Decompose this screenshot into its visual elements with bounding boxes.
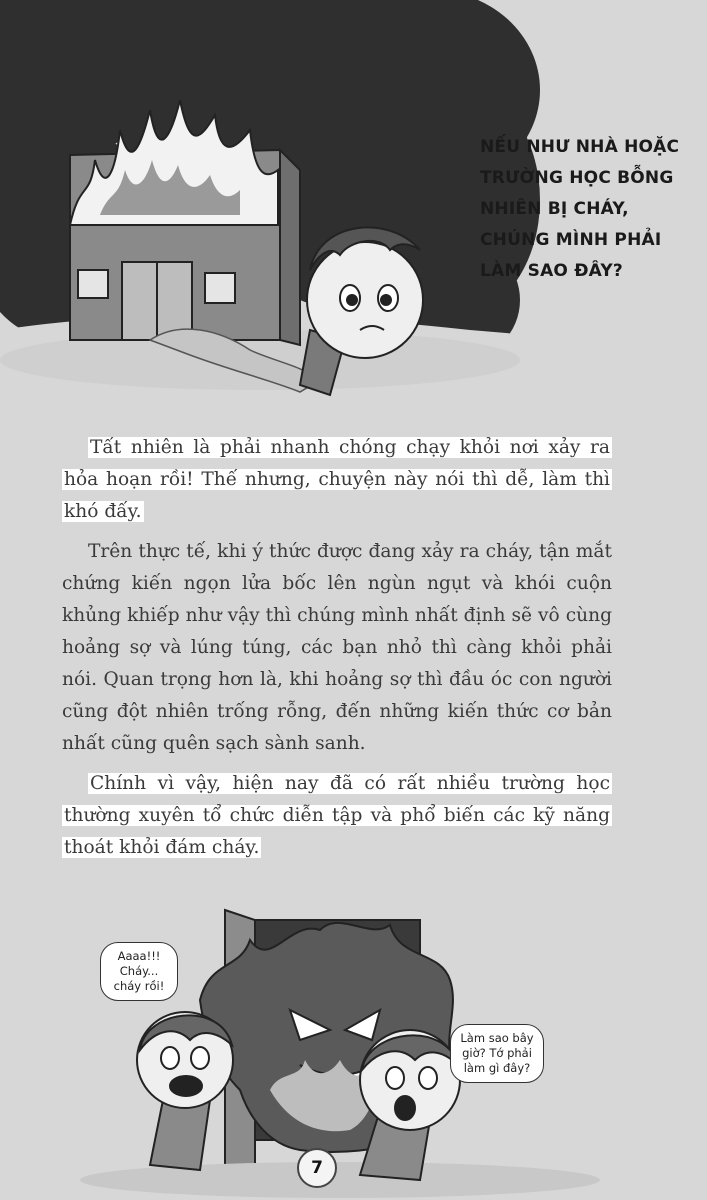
paragraph-1 (62, 432, 612, 528)
bubble-line: Cháy... (119, 964, 159, 978)
building-window-right (205, 273, 235, 303)
bottom-illustration-fire-door (0, 880, 707, 1200)
scared-kid-left (137, 1012, 233, 1170)
paragraph-3 (62, 768, 612, 864)
bubble-line: giờ? Tớ phải (462, 1046, 532, 1060)
bubble-line: làm gì đây? (463, 1061, 531, 1075)
callout-line: NHIÊN BỊ CHÁY, (480, 199, 629, 219)
speech-bubble-right (450, 1024, 544, 1083)
floor-shadow (80, 1162, 600, 1198)
paragraph-1-text: Tất nhiên là phải nhanh chóng chạy khỏi nơi xảy ra hỏa hoạn rồi! Thế nhưng, chuyện này nói thì dễ, làm thì khó đấy. (64, 437, 610, 522)
callout-line: TRƯỜNG HỌC BỖNG (480, 168, 674, 188)
paragraph-3-text: Chính vì vậy, hiện nay đã có rất nhiều trường học thường xuyên tổ chức diễn tập và phổ biến các kỹ năng thoát khỏi đám cháy. (64, 773, 610, 858)
callout-line: LÀM SAO ĐÂY? (480, 261, 623, 281)
bubble-line: Làm sao bây (460, 1031, 534, 1045)
callout-line: CHÚNG MÌNH PHẢI (480, 230, 662, 250)
page-number: 7 (297, 1148, 337, 1188)
body-text (62, 432, 612, 864)
callout-line: NẾU NHƯ NHÀ HOẶC (480, 137, 680, 157)
speech-bubble-left (100, 942, 178, 1001)
paragraph-2: Trên thực tế, khi ý thức được đang xảy ra cháy, tận mắt chứng kiến ngọn lửa bốc lên ngùn ngụt và khói cuộn khủng khiếp như vậy thì chúng mình nhất định sẽ vô cùng hoảng sợ và lúng túng, các bạn nhỏ thì càng khỏi phải nói. Quan trọng hơn là, khi hoảng sợ thì đầu óc con người cũng đột nhiên trống rỗng, đến những kiến thức cơ bản nhất cũng quên sạch sành sanh. (62, 541, 612, 754)
bubble-line: cháy rồi! (113, 979, 165, 993)
building-window-left (78, 270, 108, 298)
bubble-line: Aaaa!!! (117, 949, 161, 963)
callout-question (480, 132, 695, 287)
scared-kid-right (360, 1030, 460, 1180)
